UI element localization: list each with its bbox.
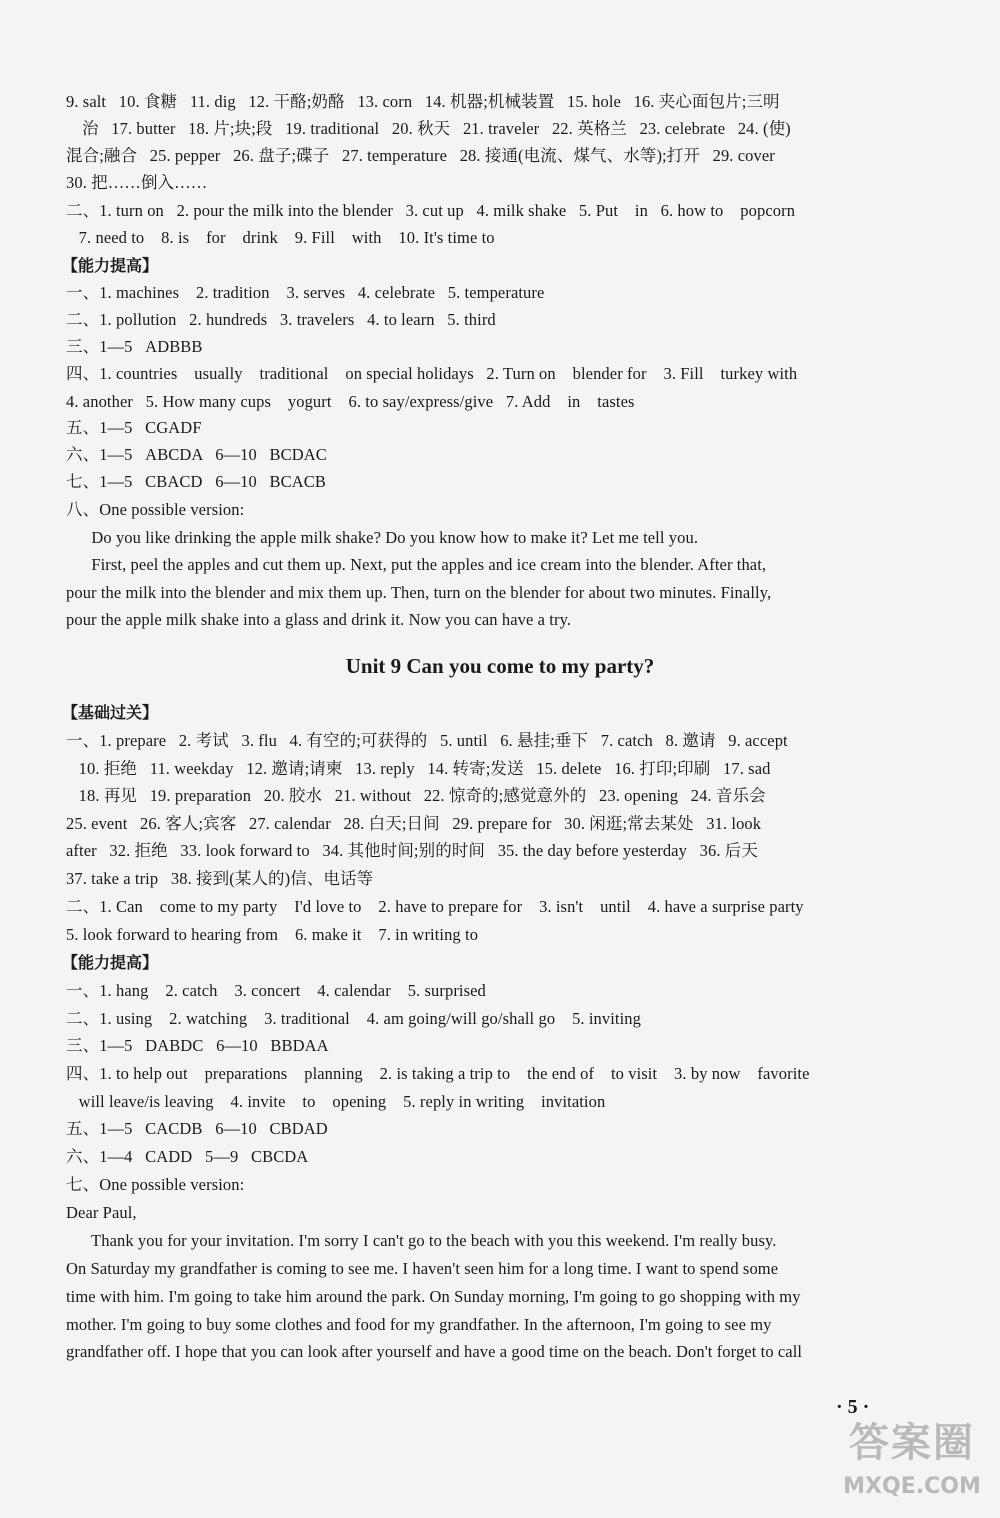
- text-line: pour the apple milk shake into a glass and drink it. Now you can have a try.: [66, 610, 572, 629]
- text-line: 一、1. machines 2. tradition 3. serves 4. celebrate 5. temperature: [66, 283, 545, 302]
- text-line: Dear Paul,: [66, 1203, 137, 1222]
- text-line: 二、1. pollution 2. hundreds 3. travelers 4. to learn 5. third: [66, 310, 496, 329]
- text-line: will leave/is leaving 4. invite to opening 5. reply in writing invitation: [66, 1092, 606, 1111]
- text-line: Thank you for your invitation. I'm sorry I can't go to the beach with you this weekend. I'm really busy.: [66, 1231, 777, 1250]
- text-line: 四、1. countries usually traditional on special holidays 2. Turn on blender for 3. Fill turkey with: [66, 364, 798, 383]
- text-line: 4. another 5. How many cups yogurt 6. to say/express/give 7. Add in tastes: [66, 392, 635, 411]
- text-line: 七、One possible version:: [66, 1175, 245, 1194]
- page-number: · 5 ·: [836, 1396, 870, 1418]
- text-line: 二、1. turn on 2. pour the milk into the blender 3. cut up 4. milk shake 5. Put in 6. how to popcorn: [66, 201, 796, 220]
- text-line: 30. 把……倒入……: [66, 173, 208, 192]
- text-line: 一、1. prepare 2. 考试 3. flu 4. 有空的;可获得的 5. until 6. 悬挂;垂下 7. catch 8. 邀请 9. accept: [66, 731, 788, 750]
- unit-title: Unit 9 Can you come to my party?: [345, 654, 655, 678]
- text-line: 五、1—5 CGADF: [66, 418, 202, 437]
- text-line: 37. take a trip 38. 接到(某人的)信、电话等: [66, 869, 374, 888]
- watermark-url: MXQE.COM: [843, 1474, 981, 1499]
- text-line: 10. 拒绝 11. weekday 12. 邀请;请柬 13. reply 14. 转寄;发送 15. delete 16. 打印;印刷 17. sad: [66, 759, 771, 778]
- text-line: 一、1. hang 2. catch 3. concert 4. calendar 5. surprised: [66, 981, 486, 1000]
- text-line: 二、1. using 2. watching 3. traditional 4. am going/will go/shall go 5. inviting: [66, 1009, 642, 1028]
- text-line: 治 17. butter 18. 片;块;段 19. traditional 20. 秋天 21. traveler 22. 英格兰 23. celebrate 24. (使): [82, 119, 791, 138]
- watermark-logo-text: 答案圈: [849, 1420, 975, 1466]
- section-heading-basic: 【基础过关】: [62, 703, 159, 722]
- text-line: 7. need to 8. is for drink 9. Fill with 10. It's time to: [66, 228, 495, 247]
- text-line: 9. salt 10. 食糖 11. dig 12. 干酪;奶酪 13. corn 14. 机器;机械装置 15. hole 16. 夹心面包片;三明: [66, 92, 780, 111]
- text-line: 5. look forward to hearing from 6. make it 7. in writing to: [66, 925, 479, 944]
- text-line: 二、1. Can come to my party I'd love to 2. have to prepare for 3. isn't until 4. have a surprise party: [66, 897, 804, 916]
- text-line: 混合;融合 25. pepper 26. 盘子;碟子 27. temperature 28. 接通(电流、煤气、水等);打开 29. cover: [66, 146, 775, 165]
- text-line: grandfather off. I hope that you can look after yourself and have a good time on the beach. Don't forget to call: [66, 1342, 803, 1361]
- text-line: 三、1—5 DABDC 6—10 BBDAA: [66, 1036, 329, 1055]
- text-line: On Saturday my grandfather is coming to see me. I haven't seen him for a long time. I want to spend some: [66, 1259, 779, 1278]
- text-line: time with him. I'm going to take him around the park. On Sunday morning, I'm going to go shopping with my: [66, 1287, 801, 1306]
- text-line: 25. event 26. 客人;宾客 27. calendar 28. 白天;日间 29. prepare for 30. 闲逛;常去某处 31. look: [66, 814, 762, 833]
- text-line: 三、1—5 ADBBB: [66, 337, 203, 356]
- text-line: 四、1. to help out preparations planning 2. is taking a trip to the end of to visit 3. by now favorite: [66, 1064, 810, 1083]
- text-line: Do you like drinking the apple milk shake? Do you know how to make it? Let me tell you.: [66, 528, 699, 547]
- text-line: First, peel the apples and cut them up. Next, put the apples and ice cream into the blender. After that,: [66, 555, 767, 574]
- text-line: 六、1—5 ABCDA 6—10 BCDAC: [66, 445, 327, 464]
- text-line: 七、1—5 CBACD 6—10 BCACB: [66, 472, 326, 491]
- text-line: pour the milk into the blender and mix them up. Then, turn on the blender for about two minutes. Finally,: [66, 583, 772, 602]
- text-line: 六、1—4 CADD 5—9 CBCDA: [66, 1147, 309, 1166]
- watermark-logo: [832, 1412, 992, 1512]
- section-heading-ability: 【能力提高】: [62, 953, 159, 972]
- section-heading-ability: 【能力提高】: [62, 256, 159, 275]
- text-line: 18. 再见 19. preparation 20. 胶水 21. without 22. 惊奇的;感觉意外的 23. opening 24. 音乐会: [66, 786, 766, 805]
- text-line: 八、One possible version:: [66, 500, 245, 519]
- text-line: 五、1—5 CACDB 6—10 CBDAD: [66, 1119, 328, 1138]
- text-line: mother. I'm going to buy some clothes and food for my grandfather. In the afternoon, I'm going to see my: [66, 1315, 772, 1334]
- text-line: after 32. 拒绝 33. look forward to 34. 其他时间;别的时间 35. the day before yesterday 36. 后天: [66, 841, 758, 860]
